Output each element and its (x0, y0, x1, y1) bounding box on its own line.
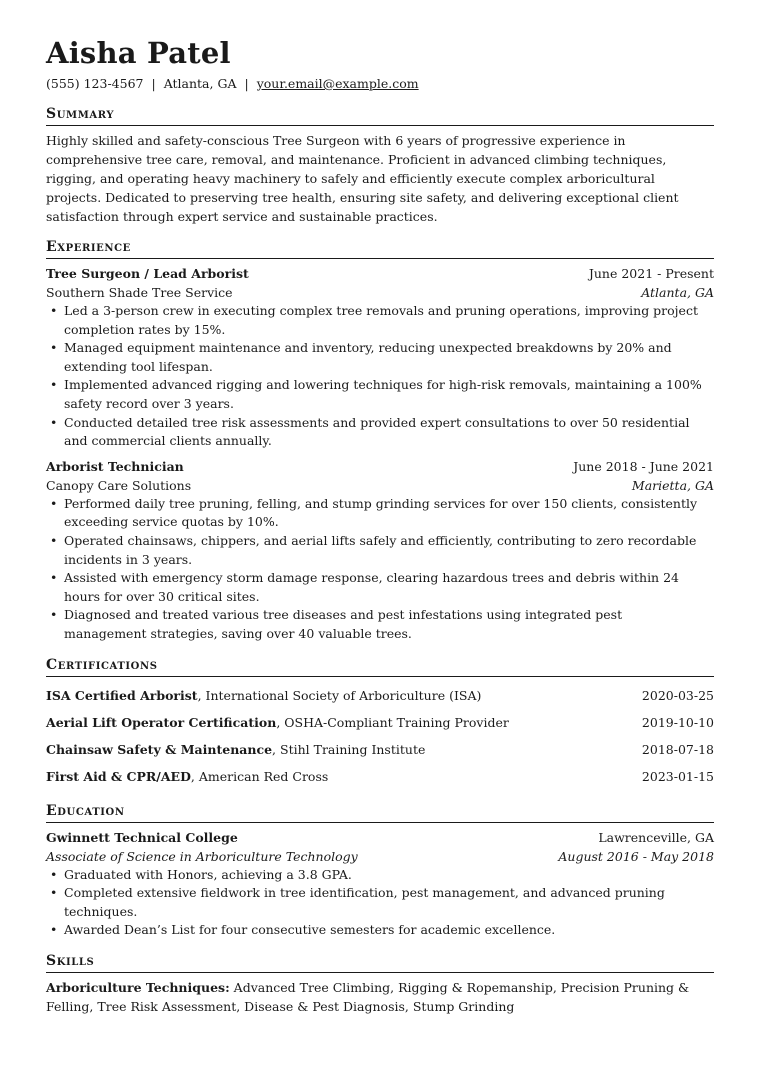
certification-row: ISA Certified Arborist, International Society of Arboriculture (ISA) 2020-03-25 (46, 682, 714, 709)
contact-line (46, 75, 714, 93)
education-header-row (46, 828, 714, 847)
certification-issuer: American Red Cross (198, 768, 329, 784)
job-location: Marietta, GA (631, 477, 714, 493)
certification-issuer: OSHA-Compliant Training Provider (284, 714, 509, 730)
job-role: Arborist Technician (46, 458, 184, 474)
section-title-skills: Skills (46, 952, 714, 973)
certification-row: Chainsaw Safety & Maintenance, Stihl Training Institute 2018-07-18 (46, 736, 714, 763)
degree-name: Associate of Science in Arboriculture Technology (46, 848, 358, 864)
list-item: • Operated chainsaws, chippers, and aerial lifts safely and efficiently, contributing to zero recordable incidents in 3 years. (64, 532, 714, 569)
candidate-name: Aisha Patel (46, 36, 231, 70)
job-company-row (46, 283, 714, 302)
list-item: • Implemented advanced rigging and lowering techniques for high-risk removals, maintaining a 100% safety record over 3 years. (64, 376, 714, 413)
certification-date: 2020-03-25 (641, 687, 714, 703)
skills-label: Arboriculture Techniques: (46, 979, 230, 995)
list-item: • Graduated with Honors, achieving a 3.8 GPA. (64, 866, 714, 885)
list-item: • Assisted with emergency storm damage response, clearing hazardous trees and debris within 24 hours for over 30 critical sites. (64, 569, 714, 606)
school-location: Lawrenceville, GA (598, 829, 714, 845)
certification-issuer: International Society of Arboriculture (ISA) (205, 687, 482, 703)
list-item: • Awarded Dean’s List for four consecutive semesters for academic excellence. (64, 921, 714, 940)
job-company-row (46, 476, 714, 495)
list-item: • Completed extensive fieldwork in tree identification, pest management, and advanced pruning techniques. (64, 884, 714, 921)
certification-date: 2019-10-10 (641, 714, 714, 730)
education-degree-row (46, 847, 714, 866)
phone-number: (555) 123-4567 (46, 76, 144, 91)
list-item: • Conducted detailed tree risk assessments and provided expert consultations to over 50 residential and commercial clients annually. (64, 414, 714, 451)
section-title-certifications: Certifications (46, 656, 714, 677)
certification-name: Aerial Lift Operator Certification (46, 714, 277, 730)
contact-separator: | (151, 76, 156, 91)
job-entry (46, 457, 714, 644)
contact-separator: | (244, 76, 249, 91)
certification-name: Chainsaw Safety & Maintenance (46, 741, 273, 757)
section-title-education: Education (46, 802, 714, 823)
list-item: • Diagnosed and treated various tree diseases and pest infestations using integrated pest management strategies, saving over 40 valuable trees. (64, 606, 714, 643)
list-item: • Performed daily tree pruning, felling, and stump grinding services for over 150 clients, consistently exceeding service quotas by 10%. (64, 495, 714, 532)
job-dates: June 2021 - Present (588, 266, 714, 281)
section-title-summary: Summary (46, 105, 714, 126)
certification-name: First Aid & CPR/AED (46, 768, 191, 784)
job-company: Canopy Care Solutions (46, 477, 192, 493)
location: Atlanta, GA (163, 76, 237, 91)
job-entry (46, 264, 714, 451)
email-link[interactable]: your.email@example.com (256, 76, 419, 91)
job-header-row (46, 264, 714, 283)
skills-text: Advanced Tree Climbing, Rigging & Ropemanship, Precision Pruning & Felling, Tree Risk Assessment, Disease & Pest Diagnosis, Stump Grinding (46, 979, 690, 1014)
list-item: • Managed equipment maintenance and inventory, reducing unexpected breakdowns by 20% and extending tool lifespan. (64, 339, 714, 376)
job-dates: June 2018 - June 2021 (573, 458, 714, 474)
job-header-row (46, 457, 714, 476)
job-company: Southern Shade Tree Service (46, 285, 233, 300)
certification-date: 2018-07-18 (641, 741, 714, 757)
certification-row: Aerial Lift Operator Certification, OSHA-Compliant Training Provider 2019-10-10 (46, 709, 714, 736)
summary-text: Highly skilled and safety-conscious Tree Surgeon with 6 years of progressive experience in comprehensive tree care, removal, and maintenance. Proficient in advanced climbing techniques, rigging, and operating heavy machinery to safely and efficiently execute complex arboricultural projects. Dedicated to preserving tree health, ensuring site safety, and delivering exceptional client satisfaction through expert service and sustainable practices. (46, 133, 679, 224)
job-bullets (46, 495, 714, 644)
certification-row: First Aid & CPR/AED, American Red Cross 2023-01-15 (46, 763, 714, 790)
job-location: Atlanta, GA (641, 285, 714, 300)
certification-name: ISA Certified Arborist (46, 687, 198, 703)
certification-date: 2023-01-15 (641, 768, 714, 784)
education-dates: August 2016 - May 2018 (558, 848, 714, 864)
job-role: Tree Surgeon / Lead Arborist (46, 266, 249, 281)
list-item: • Led a 3-person crew in executing complex tree removals and pruning operations, improving project completion rates by 15%. (64, 302, 714, 339)
skills-entry (46, 978, 714, 1016)
section-title-experience: Experience (46, 238, 714, 259)
certification-issuer: Stihl Training Institute (280, 741, 426, 757)
education-bullets (46, 866, 714, 940)
school-name: Gwinnett Technical College (46, 829, 238, 845)
job-bullets (46, 302, 714, 451)
